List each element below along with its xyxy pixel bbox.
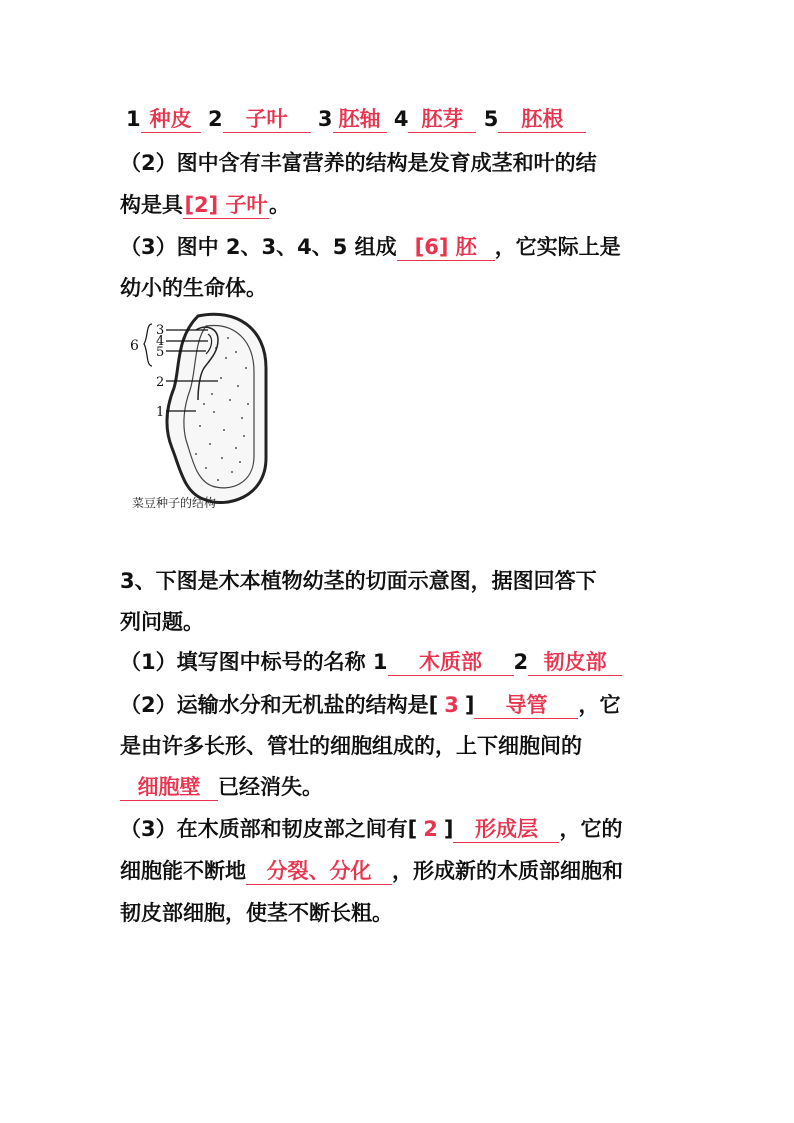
label-1: 1 bbox=[126, 107, 141, 131]
figure-label-3: 3 bbox=[156, 323, 165, 338]
figure-label-1: 1 bbox=[156, 405, 165, 420]
answer-vessel: 导管 bbox=[474, 692, 578, 719]
q3-part3-text2: ，它的 bbox=[559, 817, 623, 841]
figure-label-4: 4 bbox=[156, 334, 165, 349]
bean-seed-diagram bbox=[126, 308, 286, 514]
q2-part3-text2: ，它实际上是 bbox=[494, 235, 621, 259]
q3-part3-text: （3）在木质部和韧皮部之间有[ bbox=[120, 817, 418, 841]
q3-part2-line1 bbox=[120, 690, 690, 720]
label-2-q3: 2 bbox=[513, 650, 529, 674]
q3-part3-number: 2 bbox=[423, 817, 438, 841]
answer-hypocotyl: 胚轴 bbox=[333, 106, 387, 133]
q3-part2-number: 3 bbox=[444, 693, 459, 717]
answer-cell-wall: 细胞壁 bbox=[120, 774, 218, 801]
answer-phloem: 韧皮部 bbox=[528, 649, 622, 676]
q2-part3-line2: 幼小的生命体。 bbox=[120, 276, 267, 300]
q3-part2-line2: 是由许多长形、管壮的细胞组成的，上下细胞间的 bbox=[120, 734, 582, 758]
q3-part2-text4: 已经消失。 bbox=[218, 775, 323, 799]
q2-part2-tail: 。 bbox=[269, 193, 290, 217]
figure-label-2: 2 bbox=[156, 375, 165, 390]
figure-caption: 菜豆种子的结构 bbox=[132, 496, 217, 510]
q3-part3-bracket: ] bbox=[443, 817, 454, 841]
q2-part2-text: 构是具 bbox=[120, 193, 183, 217]
q3-part2-line3 bbox=[120, 772, 690, 802]
answer-nutrient-structure: [2] 子叶 bbox=[184, 193, 268, 217]
answer-embryo: [6] 胚 bbox=[397, 234, 495, 261]
q3-part3-text4: ，形成新的木质部细胞和 bbox=[392, 859, 623, 883]
q2-part3-line1 bbox=[120, 232, 690, 262]
answer-xylem: 木质部 bbox=[388, 649, 514, 676]
q3-part1-line bbox=[120, 647, 690, 677]
q3-part3-text3: 细胞能不断地 bbox=[120, 859, 246, 883]
q2-part2-line2 bbox=[120, 190, 690, 220]
figure-label-6: 6 bbox=[130, 338, 139, 354]
q3-part2-bracket: ] bbox=[464, 693, 475, 717]
answer-cotyledon: 子叶 bbox=[223, 106, 311, 133]
q3-part2-text: （2）运输水分和无机盐的结构是[ bbox=[120, 693, 439, 717]
answer-divide-differentiate: 分裂、分化 bbox=[246, 858, 392, 885]
q3-title-line1: 3、下图是木本植物幼茎的切面示意图，据图回答下 bbox=[120, 569, 597, 593]
q3-part3-line3: 韧皮部细胞，使茎不断长粗。 bbox=[120, 901, 393, 925]
q3-part3-line2 bbox=[120, 856, 690, 886]
label-3: 3 bbox=[317, 107, 333, 131]
figure-label-5: 5 bbox=[156, 345, 165, 360]
answer-cambium: 形成层 bbox=[453, 816, 559, 843]
answer-radicle: 胚根 bbox=[498, 106, 586, 133]
answer-seed-coat: 种皮 bbox=[141, 106, 201, 133]
seed-parts-answer-line bbox=[126, 104, 696, 134]
answer-plumule: 胚芽 bbox=[408, 106, 476, 133]
q3-title-line2: 列问题。 bbox=[120, 610, 204, 634]
q3-part3-line1 bbox=[120, 814, 690, 844]
label-2: 2 bbox=[207, 107, 223, 131]
q2-part2-line1: （2）图中含有丰富营养的结构是发育成茎和叶的结 bbox=[120, 151, 597, 175]
q3-part2-text2: ，它 bbox=[578, 693, 621, 717]
label-5: 5 bbox=[483, 107, 499, 131]
q2-part3-text: （3）图中 2、3、4、5 组成 bbox=[120, 235, 397, 259]
label-4: 4 bbox=[393, 107, 409, 131]
q3-part1-text: （1）填写图中标号的名称 1 bbox=[120, 650, 388, 674]
bean-seed-figure bbox=[126, 308, 286, 514]
